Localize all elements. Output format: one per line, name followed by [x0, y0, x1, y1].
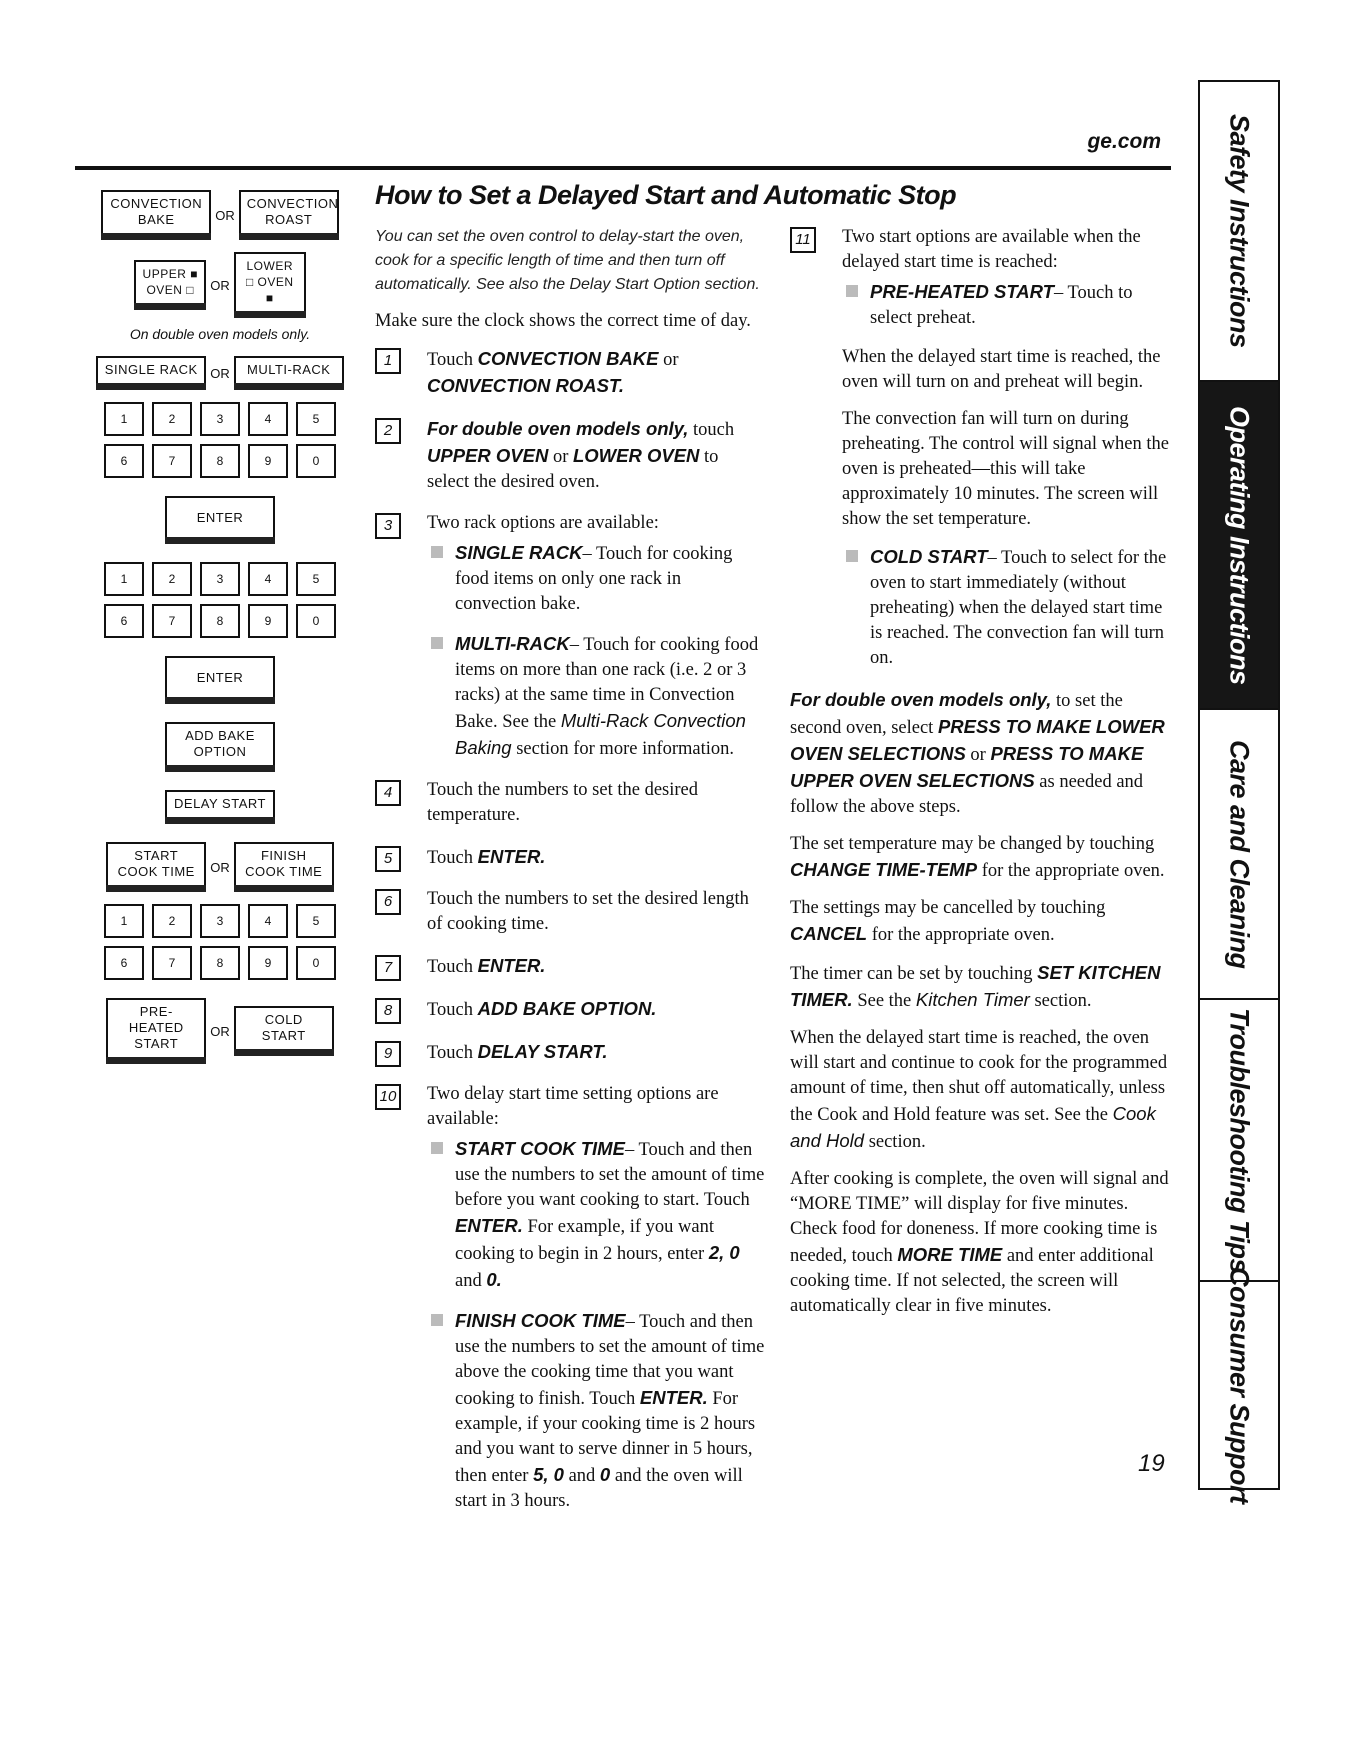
upper-oven-key: UPPER ■ OVEN □ — [134, 260, 206, 310]
bullet-icon — [431, 637, 443, 649]
step-5 — [375, 844, 765, 871]
convection-bake-key: CONVECTION BAKE — [101, 190, 211, 240]
key-1: 1 — [104, 562, 144, 596]
start-cook-time-key: START COOK TIME — [106, 842, 206, 892]
bullet-icon — [431, 1314, 443, 1326]
key-name: CANCEL — [790, 923, 868, 944]
step-9 — [375, 1039, 765, 1066]
key-name: CONVECTION ROAST. — [427, 375, 624, 396]
key-3: 3 — [200, 402, 240, 436]
key-name: MORE TIME — [897, 1244, 1003, 1265]
key-5: 5 — [296, 402, 336, 436]
step-number: 1 — [375, 348, 401, 374]
key-9: 9 — [248, 946, 288, 980]
multi-rack-key: MULTI-RACK — [234, 356, 344, 390]
step-number: 3 — [375, 513, 401, 539]
paragraph-text: When the delayed start time is reached, the oven will start and continue to cook for the programmed amount of time, then shut off automatically, unless the Cook and Hold feature was set. See the — [790, 1028, 1168, 1125]
key-9: 9 — [248, 604, 288, 638]
key-4: 4 — [248, 562, 288, 596]
tab-troubleshooting-tips[interactable] — [1200, 1000, 1278, 1282]
key-2: 2 — [152, 904, 192, 938]
key-3: 3 — [200, 904, 240, 938]
page-title: How to Set a Delayed Start and Automatic Stop — [375, 180, 957, 210]
step-number: 5 — [375, 846, 401, 872]
emphasis: For double oven models only, — [790, 689, 1052, 710]
key-2: 2 — [152, 402, 192, 436]
or-label: OR — [210, 859, 230, 875]
section-tabs — [1198, 80, 1280, 1504]
step-4 — [375, 778, 765, 828]
step-11 — [790, 225, 1170, 671]
tab-label: Consumer Support — [1224, 1266, 1255, 1504]
key-4: 4 — [248, 904, 288, 938]
paragraph-text: for the appropriate oven. — [867, 925, 1055, 945]
or-label: OR — [210, 365, 230, 381]
bullet-icon — [431, 546, 443, 558]
control-panel-illustration — [90, 190, 350, 1076]
pre-heated-start-key: PRE-HEATED START — [106, 998, 206, 1064]
key-name: UPPER OVEN — [427, 445, 549, 466]
step-text: Two rack options are available: — [427, 513, 659, 533]
step-text: Touch — [427, 848, 478, 868]
step-text: Touch — [427, 957, 478, 977]
step-6 — [375, 887, 765, 937]
or-label: OR — [210, 1023, 230, 1039]
key-name: 2, 0 — [708, 1242, 740, 1263]
key-0: 0 — [296, 444, 336, 478]
key-name: PRESS TO MAKE LOWER OVEN SELECTIONS — [790, 716, 1165, 764]
step-text: or — [658, 350, 679, 370]
double-oven-note: On double oven models only. — [129, 326, 311, 342]
section-reference: Multi-Rack Convection Baking — [455, 710, 746, 758]
pre-heated-start-option — [842, 279, 1170, 331]
option-text: – Touch for cooking food items on more than one rack (i.e. 2 or 3 racks) at the same time in Convection Bake. See the — [455, 635, 759, 732]
enter-key: ENTER — [165, 496, 275, 544]
step-number: 9 — [375, 1041, 401, 1067]
bullet-icon — [846, 285, 858, 297]
timer-paragraph — [790, 960, 1170, 1014]
option-text: section for more information. — [511, 739, 735, 759]
paragraph-text: and enter additional cooking time. If not selected, the screen will automatically clear in five minutes. — [790, 1246, 1154, 1316]
step-text: Touch — [427, 1043, 478, 1063]
key-0: 0 — [296, 604, 336, 638]
step-text: Two start options are available when the delayed start time is reached: — [842, 227, 1141, 272]
step-number: 11 — [790, 227, 816, 253]
option-text: and the oven will start in 3 hours. — [455, 1466, 743, 1511]
key-0: 0 — [296, 946, 336, 980]
paragraph-text: See the — [852, 991, 916, 1011]
option-text: – Touch to select for the oven to start immediately (without preheating) when the delayed start time is reached. The convection fan will turn on. — [870, 548, 1167, 668]
key-6: 6 — [104, 946, 144, 980]
key-8: 8 — [200, 444, 240, 478]
step-7 — [375, 953, 765, 980]
or-label: OR — [210, 277, 230, 293]
paragraph-text: The settings may be cancelled by touching — [790, 898, 1106, 918]
paragraph-text: The timer can be set by touching — [790, 964, 1038, 984]
finish-cook-time-option — [427, 1308, 765, 1514]
step-text: Touch the numbers to set the desired temperature. — [427, 780, 698, 825]
key-name: 0 — [599, 1464, 611, 1485]
key-name: START COOK TIME — [455, 1138, 625, 1159]
option-text: – Touch and then use the numbers to set the amount of time before you want cooking to start. Touch — [455, 1140, 765, 1210]
site-url: ge.com — [1087, 130, 1161, 153]
paragraph-text: for the appropriate oven. — [977, 861, 1165, 881]
bullet-icon — [846, 550, 858, 562]
step-3 — [375, 511, 765, 762]
preheat-description: When the delayed start time is reached, the oven will turn on and preheat will begin. — [842, 347, 1161, 392]
key-8: 8 — [200, 604, 240, 638]
tab-care-and-cleaning[interactable] — [1200, 710, 1278, 1000]
single-rack-option — [427, 540, 765, 617]
key-name: 0. — [486, 1269, 502, 1290]
option-text: For example, if you want cooking to begin in 2 hours, enter — [455, 1217, 714, 1264]
key-5: 5 — [296, 562, 336, 596]
tab-operating-instructions[interactable] — [1200, 382, 1278, 710]
tab-label: Troubleshooting Tips — [1224, 1007, 1255, 1273]
start-cook-time-option — [427, 1136, 765, 1294]
convection-roast-key: CONVECTION ROAST — [239, 190, 339, 240]
step-number: 6 — [375, 889, 401, 915]
step-number: 8 — [375, 998, 401, 1024]
more-time-paragraph — [790, 1167, 1170, 1319]
option-text: – Touch to select preheat. — [870, 283, 1133, 328]
tab-safety-instructions[interactable] — [1200, 82, 1278, 382]
enter-key: ENTER — [165, 656, 275, 704]
step-number: 2 — [375, 418, 401, 444]
clock-note: Make sure the clock shows the correct time of day. — [375, 311, 751, 331]
cold-start-option — [842, 544, 1170, 671]
cold-start-key: COLD START — [234, 1006, 334, 1056]
finish-cook-time-key: FINISH COOK TIME — [234, 842, 334, 892]
key-name: 5, 0 — [533, 1464, 564, 1485]
step-text: touch — [688, 420, 735, 440]
key-name: DELAY START. — [477, 1041, 608, 1062]
key-6: 6 — [104, 444, 144, 478]
option-text: – Touch and then use the numbers to set the amount of time above the cooking time that you want cooking to finish. Touch — [455, 1312, 765, 1409]
key-name: PRE-HEATED START — [870, 281, 1054, 302]
paragraph-text: The set temperature may be changed by touching — [790, 834, 1155, 854]
key-1: 1 — [104, 402, 144, 436]
cancel-paragraph — [790, 896, 1170, 948]
key-1: 1 — [104, 904, 144, 938]
step-text: Two delay start time setting options are available: — [427, 1084, 719, 1129]
add-bake-option-key: ADD BAKE OPTION — [165, 722, 275, 772]
paragraph-text: to set the second oven, select — [790, 691, 1123, 738]
step-1 — [375, 346, 765, 400]
double-oven-paragraph — [790, 687, 1170, 820]
option-text: – Touch for cooking food items on only one rack in convection bake. — [455, 544, 733, 614]
key-name: PRESS TO MAKE UPPER OVEN SELECTIONS — [790, 743, 1144, 791]
number-pad — [90, 904, 350, 980]
multi-rack-option — [427, 631, 765, 762]
key-name: ENTER. — [477, 846, 546, 867]
key-name: ADD BAKE OPTION. — [477, 998, 657, 1019]
section-reference: Kitchen Timer — [915, 989, 1030, 1010]
instructions-column — [375, 225, 765, 1530]
option-text: and — [455, 1271, 487, 1291]
paragraph-text: or — [965, 745, 991, 765]
step-10 — [375, 1082, 765, 1514]
key-name: SET KITCHEN TIMER. — [790, 962, 1161, 1010]
key-name: SINGLE RACK — [455, 542, 583, 563]
delay-start-key: DELAY START — [165, 790, 275, 824]
step-2 — [375, 416, 765, 495]
step-number: 7 — [375, 955, 401, 981]
paragraph-text: section. — [1029, 991, 1092, 1011]
step-text: Touch the numbers to set the desired length of cooking time. — [427, 889, 749, 934]
step-text: Touch — [427, 350, 478, 370]
key-7: 7 — [152, 946, 192, 980]
key-name: CONVECTION BAKE — [477, 348, 659, 369]
key-9: 9 — [248, 444, 288, 478]
number-pad — [90, 402, 350, 478]
key-name: MULTI-RACK — [455, 633, 570, 654]
key-2: 2 — [152, 562, 192, 596]
key-name: ENTER. — [455, 1215, 523, 1236]
key-6: 6 — [104, 604, 144, 638]
emphasis: For double oven models only, — [427, 418, 689, 439]
header-rule — [75, 166, 1171, 170]
lower-oven-key: LOWER □ OVEN ■ — [234, 252, 306, 318]
key-5: 5 — [296, 904, 336, 938]
number-pad — [90, 562, 350, 638]
or-label: OR — [215, 207, 235, 223]
key-4: 4 — [248, 402, 288, 436]
page-number: 19 — [1138, 1450, 1165, 1477]
key-3: 3 — [200, 562, 240, 596]
bullet-icon — [431, 1142, 443, 1154]
delayed-start-reached-paragraph — [790, 1026, 1170, 1155]
option-text: and — [563, 1466, 600, 1486]
key-7: 7 — [152, 444, 192, 478]
step-number: 4 — [375, 780, 401, 806]
step-text: or — [548, 447, 573, 467]
step-8 — [375, 996, 765, 1023]
key-7: 7 — [152, 604, 192, 638]
key-name: COLD START — [870, 546, 988, 567]
key-8: 8 — [200, 946, 240, 980]
change-temp-paragraph — [790, 832, 1170, 884]
key-name: LOWER OVEN — [572, 445, 700, 466]
convection-fan-description: The convection fan will turn on during preheating. The control will signal when the oven is preheated—this will take approximately 10 minutes. The screen will show the set temperature. — [842, 409, 1169, 529]
step-text: to select the desired oven. — [427, 447, 719, 492]
option-text: For example, if your cooking time is 2 hours and you want to serve dinner in 5 hours, then enter — [455, 1389, 756, 1486]
key-name: ENTER. — [639, 1387, 708, 1408]
step-number: 10 — [375, 1084, 401, 1110]
paragraph-text: After cooking is complete, the oven will signal and “MORE TIME” will display for five minutes. Check food for doneness. If more cooking time is needed, touch — [790, 1169, 1169, 1266]
paragraph-text: section. — [864, 1132, 926, 1152]
tab-label: Care and Cleaning — [1224, 739, 1255, 969]
step-text: Touch — [427, 1000, 478, 1020]
section-reference: Cook and Hold — [790, 1103, 1156, 1151]
instructions-column-right — [790, 225, 1170, 1331]
single-rack-key: SINGLE RACK — [96, 356, 206, 390]
paragraph-text: as needed and follow the above steps. — [790, 772, 1144, 817]
tab-consumer-support[interactable] — [1200, 1266, 1278, 1504]
tab-label: Safety Instructions — [1224, 114, 1255, 348]
key-name: ENTER. — [477, 955, 546, 976]
tab-label: Operating Instructions — [1224, 405, 1255, 685]
key-name: FINISH COOK TIME — [455, 1310, 626, 1331]
key-name: CHANGE TIME-TEMP — [790, 859, 978, 880]
intro-text: You can set the oven control to delay-start the oven, cook for a specific length of time and then turn off automatically. See also the Delay Start Option section. — [375, 228, 760, 293]
